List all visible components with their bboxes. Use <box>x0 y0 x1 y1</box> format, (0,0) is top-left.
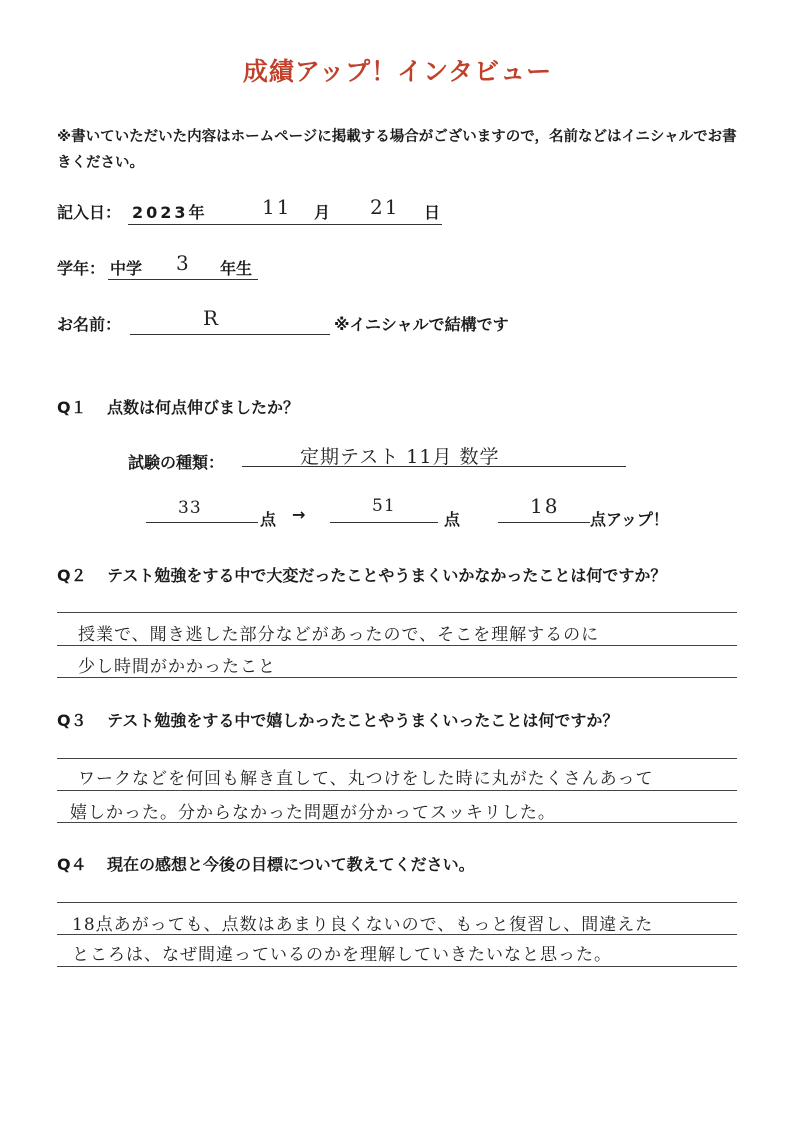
q2-number: Q２ <box>57 566 87 585</box>
q2-question: テスト勉強をする中で大変だったことやうまくいかなかったことは何ですか？ <box>107 566 667 585</box>
page-title: 成績アップ！インタビュー <box>242 57 553 86</box>
grade-value: 3 <box>176 251 191 275</box>
q3-number: Q３ <box>57 711 87 730</box>
q2-answer-line-1: 授業で、聞き逃した部分などがあったので、そこを理解するのに <box>78 625 600 645</box>
grade-suffix: 年生 <box>220 259 253 278</box>
q1-up-underline <box>498 522 590 523</box>
date-day-label: 日 <box>424 203 441 222</box>
q4-rule-2 <box>57 934 737 935</box>
q2-answer-line-2: 少し時間がかかったこと <box>78 657 276 677</box>
name-label: お名前： <box>57 315 122 334</box>
date-month-label: 月 <box>314 203 331 222</box>
q4-answer-line-1: 18点あがっても、点数はあまり良くないので、もっと復習し、間違えた <box>72 915 654 935</box>
q1-after-underline <box>330 522 438 523</box>
q2-rule-1 <box>57 612 737 613</box>
q1-exam-underline <box>242 466 626 467</box>
q3-answer-line-2: 嬉しかった。分からなかった問題が分かってスッキリした。 <box>70 803 556 823</box>
date-day-value: 21 <box>370 195 400 219</box>
q3-rule-1 <box>57 758 737 759</box>
grade-label: 学年： <box>57 259 106 278</box>
q4-rule-3 <box>57 966 737 967</box>
q1-before-underline <box>146 522 258 523</box>
q1-after-score: 51 <box>372 496 396 516</box>
date-month-value: 11 <box>262 195 292 219</box>
date-year: 2023年 <box>132 203 208 222</box>
q1-after-unit: 点 <box>444 510 461 529</box>
q1-exam-label: 試験の種類： <box>128 453 225 472</box>
q1-before-unit: 点 <box>260 510 277 529</box>
q1-question: 点数は何点伸びましたか？ <box>107 398 300 417</box>
q3-rule-2 <box>57 790 737 791</box>
q1-arrow: → <box>292 505 306 524</box>
date-underline <box>128 224 442 225</box>
q1-up-label: 点アップ！ <box>590 510 669 529</box>
date-label: 記入日： <box>57 203 122 222</box>
name-underline <box>130 334 330 335</box>
q1-up-score: 18 <box>530 494 560 518</box>
name-note: ※イニシャルで結構です <box>334 315 509 334</box>
q1-number: Q１ <box>57 398 87 417</box>
q4-question: 現在の感想と今後の目標について教えてください。 <box>107 855 475 874</box>
q4-answer-line-2: ところは、なぜ間違っているのかを理解していきたいなと思った。 <box>72 945 612 965</box>
q4-number: Q４ <box>57 855 87 874</box>
q4-rule-1 <box>57 902 737 903</box>
grade-underline <box>108 279 258 280</box>
q3-question: テスト勉強をする中で嬉しかったことやうまくいったことは何ですか？ <box>107 711 619 730</box>
q3-rule-3 <box>57 822 737 823</box>
q3-answer-line-1: ワークなどを何回も解き直して、丸つけをした時に丸がたくさんあって <box>78 769 654 789</box>
grade-school: 中学 <box>110 259 143 278</box>
q1-before-score: 33 <box>178 498 202 518</box>
publication-note: ※書いていただいた内容はホームページに掲載する場合がございますので，名前などはイニシャルでお書きください。 <box>57 129 737 171</box>
q1-exam-value: 定期テスト 11月 数学 <box>300 446 500 468</box>
q2-rule-2 <box>57 645 737 646</box>
q2-rule-3 <box>57 677 737 678</box>
name-value: R <box>203 306 221 330</box>
